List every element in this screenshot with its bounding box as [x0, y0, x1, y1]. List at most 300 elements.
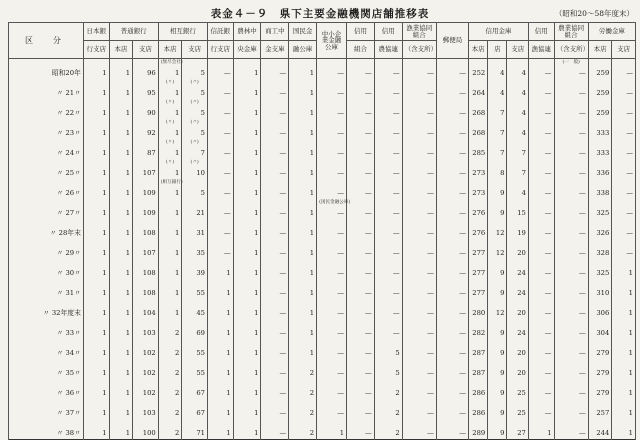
note-cell [83, 399, 109, 407]
sogo-honten: 本店 [158, 41, 182, 59]
note-cell [207, 319, 233, 327]
note-cell: (一 般) [554, 59, 588, 68]
note-cell [488, 79, 507, 87]
note-cell [83, 379, 109, 387]
value-cell: 285 [468, 147, 487, 159]
value-cell: 1 [233, 267, 261, 279]
note-cell [436, 419, 468, 427]
value-cell: — [436, 427, 468, 440]
value-cell: — [374, 227, 402, 239]
note-cell [402, 399, 436, 407]
value-cell: 4 [507, 87, 528, 99]
note-cell [233, 119, 261, 127]
value-cell: 2 [289, 427, 317, 440]
note-cell [402, 299, 436, 307]
row-label-cell [9, 319, 84, 327]
value-cell: 4 [488, 87, 507, 99]
row-label-cell [9, 219, 84, 227]
value-cell: 1 [83, 427, 109, 440]
table-row [9, 307, 636, 319]
note-cell [402, 279, 436, 287]
value-cell: 1 [233, 167, 261, 179]
value-cell: 1 [207, 387, 233, 399]
note-cell [133, 119, 159, 127]
note-cell [507, 259, 528, 267]
value-cell: — [554, 67, 588, 79]
value-cell: 1 [109, 127, 133, 139]
note-cell [83, 99, 109, 107]
note-cell [507, 119, 528, 127]
value-cell: 1 [83, 287, 109, 299]
value-cell: 325 [588, 207, 612, 219]
note-cell [554, 99, 588, 107]
value-cell: — [528, 407, 554, 419]
value-cell: 67 [182, 407, 208, 419]
note-cell [233, 59, 261, 68]
note-cell [488, 179, 507, 187]
note-cell [488, 139, 507, 147]
note-cell [507, 359, 528, 367]
note-cell [133, 219, 159, 227]
row-label-cell [9, 419, 84, 427]
value-cell: 1 [158, 267, 182, 279]
value-cell: 1 [158, 67, 182, 79]
value-cell: — [261, 227, 289, 239]
value-cell: 4 [488, 67, 507, 79]
note-cell [374, 359, 402, 367]
value-cell: — [207, 87, 233, 99]
value-cell: 306 [588, 307, 612, 319]
note-cell [588, 99, 612, 107]
note-cell [612, 179, 636, 187]
value-cell: 9 [488, 407, 507, 419]
note-cell [588, 119, 612, 127]
note-cell [588, 259, 612, 267]
value-cell: — [402, 407, 436, 419]
value-cell: 1 [158, 127, 182, 139]
note-cell [182, 379, 208, 387]
nichigin-sub: 行支店 [83, 41, 109, 59]
row-label-cell [9, 79, 84, 87]
note-cell [158, 259, 182, 267]
table-row [9, 427, 636, 440]
note-cell [554, 259, 588, 267]
value-cell: 1 [109, 67, 133, 79]
note-cell [158, 399, 182, 407]
value-cell: 100 [133, 427, 159, 440]
note-cell [158, 379, 182, 387]
value-cell: — [528, 227, 554, 239]
note-cell [109, 339, 133, 347]
note-cell [436, 219, 468, 227]
note-cell [289, 239, 317, 247]
value-cell: — [317, 367, 347, 379]
value-cell: 1 [158, 307, 182, 319]
row-label: 〃 30〃 [9, 267, 84, 279]
value-cell: — [612, 207, 636, 219]
value-cell: — [402, 147, 436, 159]
value-cell: 109 [133, 187, 159, 199]
note-cell [507, 299, 528, 307]
note-cell [317, 99, 347, 107]
shinyo1-sub: 組合 [347, 41, 375, 59]
note-cell [158, 319, 182, 327]
note-cell [207, 79, 233, 87]
note-cell [261, 239, 289, 247]
table-row-note [9, 139, 636, 147]
note-cell [133, 419, 159, 427]
value-cell: — [436, 87, 468, 99]
value-cell: — [317, 287, 347, 299]
note-cell [347, 239, 375, 247]
note-cell [488, 339, 507, 347]
note-cell [468, 339, 487, 347]
note-cell [207, 379, 233, 387]
note-cell [347, 79, 375, 87]
note-cell [612, 299, 636, 307]
note-cell [133, 239, 159, 247]
value-cell: 1 [289, 347, 317, 359]
value-cell: — [436, 187, 468, 199]
note-cell [374, 139, 402, 147]
value-cell: — [347, 107, 375, 119]
table-row-note [9, 399, 636, 407]
value-cell: 1 [207, 367, 233, 379]
note-cell [289, 179, 317, 187]
value-cell: — [207, 67, 233, 79]
note-cell [289, 399, 317, 407]
value-cell: 102 [133, 367, 159, 379]
value-cell: 5 [182, 187, 208, 199]
note-cell: (〃) [158, 99, 182, 107]
value-cell: — [347, 347, 375, 359]
value-cell: 277 [468, 267, 487, 279]
value-cell: — [317, 327, 347, 339]
row-label-cell [9, 119, 84, 127]
value-cell: — [436, 147, 468, 159]
note-cell [109, 199, 133, 207]
value-cell: 69 [182, 327, 208, 339]
note-cell [347, 419, 375, 427]
note-cell [289, 339, 317, 347]
value-cell: 4 [507, 187, 528, 199]
table-row-note [9, 179, 636, 187]
value-cell: — [612, 167, 636, 179]
value-cell: — [317, 407, 347, 419]
value-cell: — [261, 347, 289, 359]
value-cell: — [347, 227, 375, 239]
note-cell: (〃) [182, 119, 208, 127]
futsu-shiten: 支店 [133, 41, 159, 59]
note-cell [554, 419, 588, 427]
note-cell [612, 139, 636, 147]
value-cell: — [347, 367, 375, 379]
value-cell: 1 [207, 267, 233, 279]
value-cell: 9 [488, 327, 507, 339]
shoko-header: 商工中 [261, 23, 289, 41]
value-cell: 67 [182, 387, 208, 399]
note-cell [133, 379, 159, 387]
value-cell: 257 [588, 407, 612, 419]
value-cell: 287 [468, 347, 487, 359]
note-cell [488, 119, 507, 127]
value-cell: 276 [468, 207, 487, 219]
value-cell: — [261, 387, 289, 399]
note-cell [109, 159, 133, 167]
value-cell: — [261, 407, 289, 419]
value-cell: — [374, 127, 402, 139]
value-cell: 108 [133, 227, 159, 239]
note-cell [347, 199, 375, 207]
value-cell: 273 [468, 167, 487, 179]
note-cell [289, 79, 317, 87]
note-cell [261, 199, 289, 207]
table-row [9, 367, 636, 379]
value-cell: — [436, 387, 468, 399]
note-cell [402, 319, 436, 327]
note-cell [317, 59, 347, 68]
row-label: 〃 31〃 [9, 287, 84, 299]
rokin-header: 労働金庫 [588, 23, 635, 41]
value-cell: 1 [289, 307, 317, 319]
value-cell: 95 [133, 87, 159, 99]
value-cell: 1 [233, 227, 261, 239]
note-cell [588, 279, 612, 287]
value-cell: 24 [507, 267, 528, 279]
value-cell: 1 [612, 307, 636, 319]
note-cell [133, 79, 159, 87]
note-cell [317, 339, 347, 347]
note-cell [133, 139, 159, 147]
value-cell: — [402, 67, 436, 79]
note-cell [347, 339, 375, 347]
nokyo-header: 農業協同組合 [554, 23, 588, 41]
note-cell [402, 179, 436, 187]
value-cell: 1 [233, 107, 261, 119]
value-cell: — [554, 207, 588, 219]
table-row-note [9, 319, 636, 327]
value-cell: 7 [488, 107, 507, 119]
value-cell: 277 [468, 247, 487, 259]
note-cell [436, 379, 468, 387]
row-label-cell [9, 99, 84, 107]
value-cell: 1 [158, 287, 182, 299]
value-cell: 92 [133, 127, 159, 139]
note-cell [374, 399, 402, 407]
value-cell: — [317, 307, 347, 319]
value-cell: — [528, 167, 554, 179]
value-cell: 259 [588, 87, 612, 99]
value-cell: — [436, 247, 468, 259]
value-cell: — [347, 287, 375, 299]
value-cell: 244 [588, 427, 612, 440]
note-cell [468, 379, 487, 387]
value-cell: 12 [488, 227, 507, 239]
value-cell: — [554, 147, 588, 159]
nokyo-sub: （含支所） [554, 41, 588, 59]
value-cell: — [436, 347, 468, 359]
value-cell: — [347, 247, 375, 259]
value-cell: 35 [182, 247, 208, 259]
note-cell [233, 139, 261, 147]
note-cell [347, 359, 375, 367]
value-cell: 1 [233, 387, 261, 399]
shoko-sub: 金支庫 [261, 41, 289, 59]
value-cell: — [554, 167, 588, 179]
value-cell: — [528, 87, 554, 99]
note-cell [468, 359, 487, 367]
value-cell: — [402, 267, 436, 279]
value-cell: 280 [468, 307, 487, 319]
note-cell: (相互銀行) [158, 179, 182, 187]
value-cell: — [317, 267, 347, 279]
value-cell: 21 [182, 207, 208, 219]
value-cell: 1 [109, 327, 133, 339]
value-cell: — [261, 87, 289, 99]
shinkin-shiten: 支店 [507, 41, 528, 59]
shintaku-sub: 行支店 [207, 41, 233, 59]
value-cell: — [207, 127, 233, 139]
value-cell: — [436, 167, 468, 179]
note-cell [488, 399, 507, 407]
note-cell [317, 179, 347, 187]
period-note: （昭和20～58年度末） [554, 9, 634, 18]
note-cell [261, 299, 289, 307]
note-cell [436, 399, 468, 407]
value-cell: 279 [588, 387, 612, 399]
value-cell: 87 [133, 147, 159, 159]
note-cell [289, 119, 317, 127]
note-cell [528, 139, 554, 147]
value-cell: — [554, 367, 588, 379]
note-cell [182, 199, 208, 207]
note-cell [317, 259, 347, 267]
note-cell [317, 379, 347, 387]
note-cell [83, 59, 109, 68]
note-cell [528, 259, 554, 267]
note-cell [488, 279, 507, 287]
value-cell: 1 [109, 307, 133, 319]
value-cell: — [554, 387, 588, 399]
note-cell [374, 199, 402, 207]
note-cell [374, 319, 402, 327]
note-cell [109, 319, 133, 327]
value-cell: — [402, 387, 436, 399]
note-cell [554, 179, 588, 187]
value-cell: — [528, 367, 554, 379]
value-cell: 1 [233, 247, 261, 259]
note-cell [507, 199, 528, 207]
note-cell [468, 399, 487, 407]
value-cell: — [528, 67, 554, 79]
note-cell [109, 59, 133, 68]
value-cell: 96 [133, 67, 159, 79]
value-cell: 1 [289, 167, 317, 179]
kokumin-sub: 融公庫 [289, 41, 317, 59]
row-label-cell [9, 379, 84, 387]
value-cell: 10 [182, 167, 208, 179]
note-cell [554, 159, 588, 167]
value-cell: — [612, 187, 636, 199]
note-cell [528, 379, 554, 387]
value-cell: 2 [158, 387, 182, 399]
value-cell: — [554, 127, 588, 139]
value-cell: 2 [289, 387, 317, 399]
value-cell: — [612, 87, 636, 99]
note-cell: (〃) [158, 139, 182, 147]
note-cell [612, 219, 636, 227]
note-cell [488, 359, 507, 367]
note-cell [402, 199, 436, 207]
value-cell: 1 [158, 207, 182, 219]
note-cell [261, 359, 289, 367]
note-cell [347, 379, 375, 387]
value-cell: 108 [133, 287, 159, 299]
note-cell [347, 399, 375, 407]
value-cell: — [317, 187, 347, 199]
value-cell: — [374, 207, 402, 219]
value-cell: — [317, 167, 347, 179]
note-cell [436, 159, 468, 167]
value-cell: — [317, 247, 347, 259]
note-cell [133, 179, 159, 187]
value-cell: 1 [158, 247, 182, 259]
row-label-cell [9, 239, 84, 247]
value-cell: — [347, 167, 375, 179]
note-cell [289, 259, 317, 267]
value-cell: 1 [109, 167, 133, 179]
note-cell [528, 339, 554, 347]
note-cell [83, 259, 109, 267]
note-cell [347, 319, 375, 327]
note-cell [436, 299, 468, 307]
note-cell [554, 219, 588, 227]
chusho-header: 中小企業金融公庫 [317, 23, 347, 59]
value-cell: — [261, 367, 289, 379]
value-cell: 20 [507, 307, 528, 319]
value-cell: — [436, 107, 468, 119]
table-row-note [9, 379, 636, 387]
note-cell [612, 79, 636, 87]
value-cell: — [402, 207, 436, 219]
value-cell: 1 [158, 87, 182, 99]
note-cell [347, 59, 375, 68]
value-cell: 1 [83, 347, 109, 359]
value-cell: 1 [109, 147, 133, 159]
note-cell [402, 79, 436, 87]
note-cell [289, 99, 317, 107]
shinren-header: 信用 [528, 23, 554, 41]
value-cell: — [402, 367, 436, 379]
value-cell: 9 [488, 387, 507, 399]
note-cell [612, 279, 636, 287]
value-cell: — [402, 287, 436, 299]
value-cell: — [207, 247, 233, 259]
note-cell [507, 219, 528, 227]
row-label-cell [9, 139, 84, 147]
value-cell: 24 [507, 327, 528, 339]
row-label: 〃 22〃 [9, 107, 84, 119]
note-cell [468, 79, 487, 87]
note-cell [83, 159, 109, 167]
note-cell [182, 339, 208, 347]
note-cell [374, 299, 402, 307]
note-cell [402, 219, 436, 227]
note-cell [488, 239, 507, 247]
value-cell: 287 [468, 367, 487, 379]
value-cell: — [261, 67, 289, 79]
value-cell: 20 [507, 367, 528, 379]
